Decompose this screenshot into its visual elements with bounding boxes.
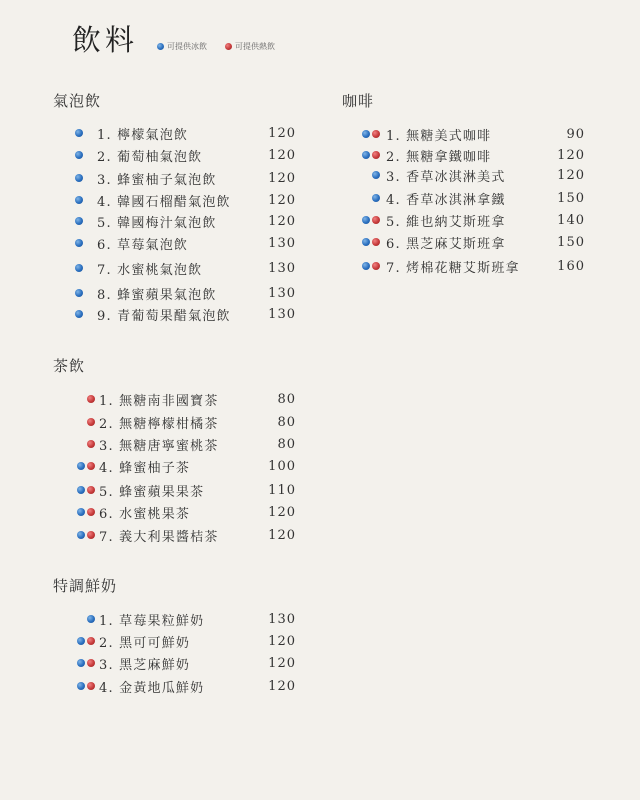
hot-drink-dot-icon: [87, 486, 95, 494]
menu-item: [0, 283, 640, 303]
legend-hot-label: 可提供熱飲: [235, 42, 275, 51]
menu-item-name: 4. 韓國石榴醋氣泡飲: [97, 194, 231, 210]
cold-drink-dot-icon: [77, 508, 85, 516]
menu-item-price: 120: [268, 125, 296, 141]
menu-item: [0, 609, 640, 629]
menu-item-name: 2. 黑可可鮮奶: [99, 635, 191, 651]
menu-item-price: 90: [566, 126, 585, 142]
menu-item-price: 160: [557, 258, 585, 274]
menu-item: [0, 676, 640, 696]
menu-item-name: 4. 香草冰淇淋拿鐵: [386, 192, 506, 208]
hot-drink-dot-icon: [87, 659, 95, 667]
hot-drink-dot-icon: [372, 130, 380, 138]
cold-drink-dot-icon: [362, 262, 370, 270]
cold-drink-dot-icon: [87, 615, 95, 623]
menu-item-price: 150: [557, 234, 585, 250]
cold-drink-dot-icon: [75, 289, 83, 297]
cold-drink-dot-icon: [75, 310, 83, 318]
menu-item-name: 4. 金黃地瓜鮮奶: [99, 680, 205, 696]
menu-item: [0, 653, 640, 673]
hot-drink-dot-icon: [87, 440, 95, 448]
availability-dots: [356, 232, 380, 252]
legend-cold-label: 可提供冰飲: [167, 42, 207, 51]
menu-item-price: 120: [268, 527, 296, 543]
cold-drink-dot-icon: [77, 637, 85, 645]
menu-item-price: 100: [268, 458, 296, 474]
cold-drink-dot-icon: [77, 462, 85, 470]
menu-item-price: 120: [268, 678, 296, 694]
hot-drink-dot-icon: [87, 637, 95, 645]
menu-item-name: 9. 青葡萄果醋氣泡飲: [97, 308, 231, 324]
menu-item-name: 4. 蜂蜜柚子茶: [99, 460, 191, 476]
availability-dots: [356, 210, 380, 230]
availability-dots: [71, 389, 95, 409]
hot-drink-dot-icon: [372, 216, 380, 224]
availability-dots: [71, 653, 95, 673]
menu-item-name: 6. 草莓氣泡飲: [97, 237, 189, 253]
menu-item: [0, 304, 640, 324]
availability-dots: [71, 434, 95, 454]
availability-dots: [356, 165, 380, 185]
menu-item: [0, 256, 640, 276]
menu-item-price: 120: [268, 147, 296, 163]
menu-item: [0, 165, 640, 185]
legend-hot: [225, 41, 275, 52]
menu-item-name: 5. 維也納艾斯班拿: [386, 214, 506, 230]
menu-item-price: 140: [557, 212, 585, 228]
availability-dots: [71, 525, 95, 545]
section-title-milk: 特調鮮奶: [53, 577, 118, 595]
menu-item-name: 1. 草莓果粒鮮奶: [99, 613, 205, 629]
cold-drink-dot-icon: [77, 682, 85, 690]
cold-drink-dot-icon: [77, 486, 85, 494]
menu-item: [0, 188, 640, 208]
menu-item: [0, 145, 640, 165]
menu-item-price: 120: [557, 147, 585, 163]
menu-item: [0, 210, 640, 230]
menu-item-name: 3. 香草冰淇淋美式: [386, 169, 506, 185]
menu-item-name: 6. 水蜜桃果茶: [99, 506, 191, 522]
menu-item: [0, 434, 640, 454]
menu-item-price: 130: [268, 235, 296, 251]
menu-item-price: 120: [557, 167, 585, 183]
section-title-coffee: 咖啡: [342, 92, 375, 110]
menu-item: [0, 631, 640, 651]
cold-drink-dot-icon: [77, 659, 85, 667]
menu-item-name: 1. 檸檬氣泡飲: [97, 127, 189, 143]
menu-item-price: 80: [277, 436, 296, 452]
hot-drink-dot-icon: [372, 151, 380, 159]
availability-dots: [71, 456, 95, 476]
cold-drink-dot-icon: [362, 238, 370, 246]
menu-item-price: 130: [268, 611, 296, 627]
menu-item: [0, 389, 640, 409]
menu-item-name: 6. 黑芝麻艾斯班拿: [386, 236, 506, 252]
hot-drink-dot-icon: [87, 395, 95, 403]
menu-item-price: 130: [268, 306, 296, 322]
availability-dots: [71, 609, 95, 629]
cold-drink-dot-icon: [362, 216, 370, 224]
menu-item-price: 80: [277, 414, 296, 430]
availability-dots: [356, 124, 380, 144]
availability-dots: [71, 412, 95, 432]
availability-dots: [59, 283, 83, 303]
menu-item-name: 3. 黑芝麻鮮奶: [99, 657, 191, 673]
menu-item-price: 120: [268, 655, 296, 671]
menu-item-price: 120: [268, 192, 296, 208]
menu-item-price: 150: [557, 190, 585, 206]
menu-item-name: 2. 葡萄柚氣泡飲: [97, 149, 203, 165]
menu-item-name: 3. 蜂蜜柚子氣泡飲: [97, 172, 217, 188]
hot-drink-dot-icon: [87, 508, 95, 516]
cold-drink-dot-icon: [362, 130, 370, 138]
section-title-sparkling: 氣泡飲: [53, 92, 102, 110]
menu-item-name: 2. 無糖拿鐵咖啡: [386, 149, 492, 165]
menu-item: [0, 412, 640, 432]
menu-item-name: 8. 蜂蜜蘋果氣泡飲: [97, 287, 217, 303]
menu-item-price: 120: [268, 504, 296, 520]
availability-dots: [59, 304, 83, 324]
menu-item-name: 3. 無糖唐寧蜜桃茶: [99, 438, 219, 454]
menu-item-name: 1. 無糖美式咖啡: [386, 128, 492, 144]
menu-item: [0, 502, 640, 522]
menu-item-name: 7. 義大利果醬桔茶: [99, 529, 219, 545]
menu-item-name: 7. 水蜜桃氣泡飲: [97, 262, 203, 278]
menu-item: [0, 232, 640, 252]
menu-item-name: 2. 無糖檸檬柑橘茶: [99, 416, 219, 432]
menu-item: [0, 525, 640, 545]
legend-cold: [157, 41, 207, 52]
hot-drink-dot-icon: [87, 531, 95, 539]
menu-item-name: 5. 韓國梅汁氣泡飲: [97, 215, 217, 231]
hot-drink-dot-icon: [372, 238, 380, 246]
menu-item-name: 7. 烤棉花糖艾斯班拿: [386, 260, 520, 276]
menu-item-price: 130: [268, 285, 296, 301]
availability-dots: [71, 676, 95, 696]
hot-drink-dot-icon: [87, 682, 95, 690]
menu-item: [0, 456, 640, 476]
menu-item-price: 110: [268, 482, 296, 498]
page-title: 飲料: [72, 23, 139, 57]
menu-item: [0, 124, 640, 144]
availability-dots: [356, 188, 380, 208]
menu-item: [0, 480, 640, 500]
menu-item-price: 80: [277, 391, 296, 407]
cold-drink-dot-icon: [157, 43, 164, 50]
cold-drink-dot-icon: [77, 531, 85, 539]
menu-item-name: 5. 蜂蜜蘋果果茶: [99, 484, 205, 500]
hot-drink-dot-icon: [87, 418, 95, 426]
menu-item-name: 1. 無糖南非國寶茶: [99, 393, 219, 409]
availability-dots: [71, 480, 95, 500]
availability-dots: [356, 145, 380, 165]
cold-drink-dot-icon: [372, 171, 380, 179]
availability-dots: [71, 631, 95, 651]
menu-item-price: 130: [268, 260, 296, 276]
hot-drink-dot-icon: [225, 43, 232, 50]
section-title-tea: 茶飲: [53, 357, 86, 375]
cold-drink-dot-icon: [372, 194, 380, 202]
menu-item-price: 120: [268, 170, 296, 186]
menu-item-price: 120: [268, 213, 296, 229]
cold-drink-dot-icon: [362, 151, 370, 159]
availability-dots: [356, 256, 380, 276]
hot-drink-dot-icon: [87, 462, 95, 470]
hot-drink-dot-icon: [372, 262, 380, 270]
menu-item-price: 120: [268, 633, 296, 649]
availability-dots: [71, 502, 95, 522]
